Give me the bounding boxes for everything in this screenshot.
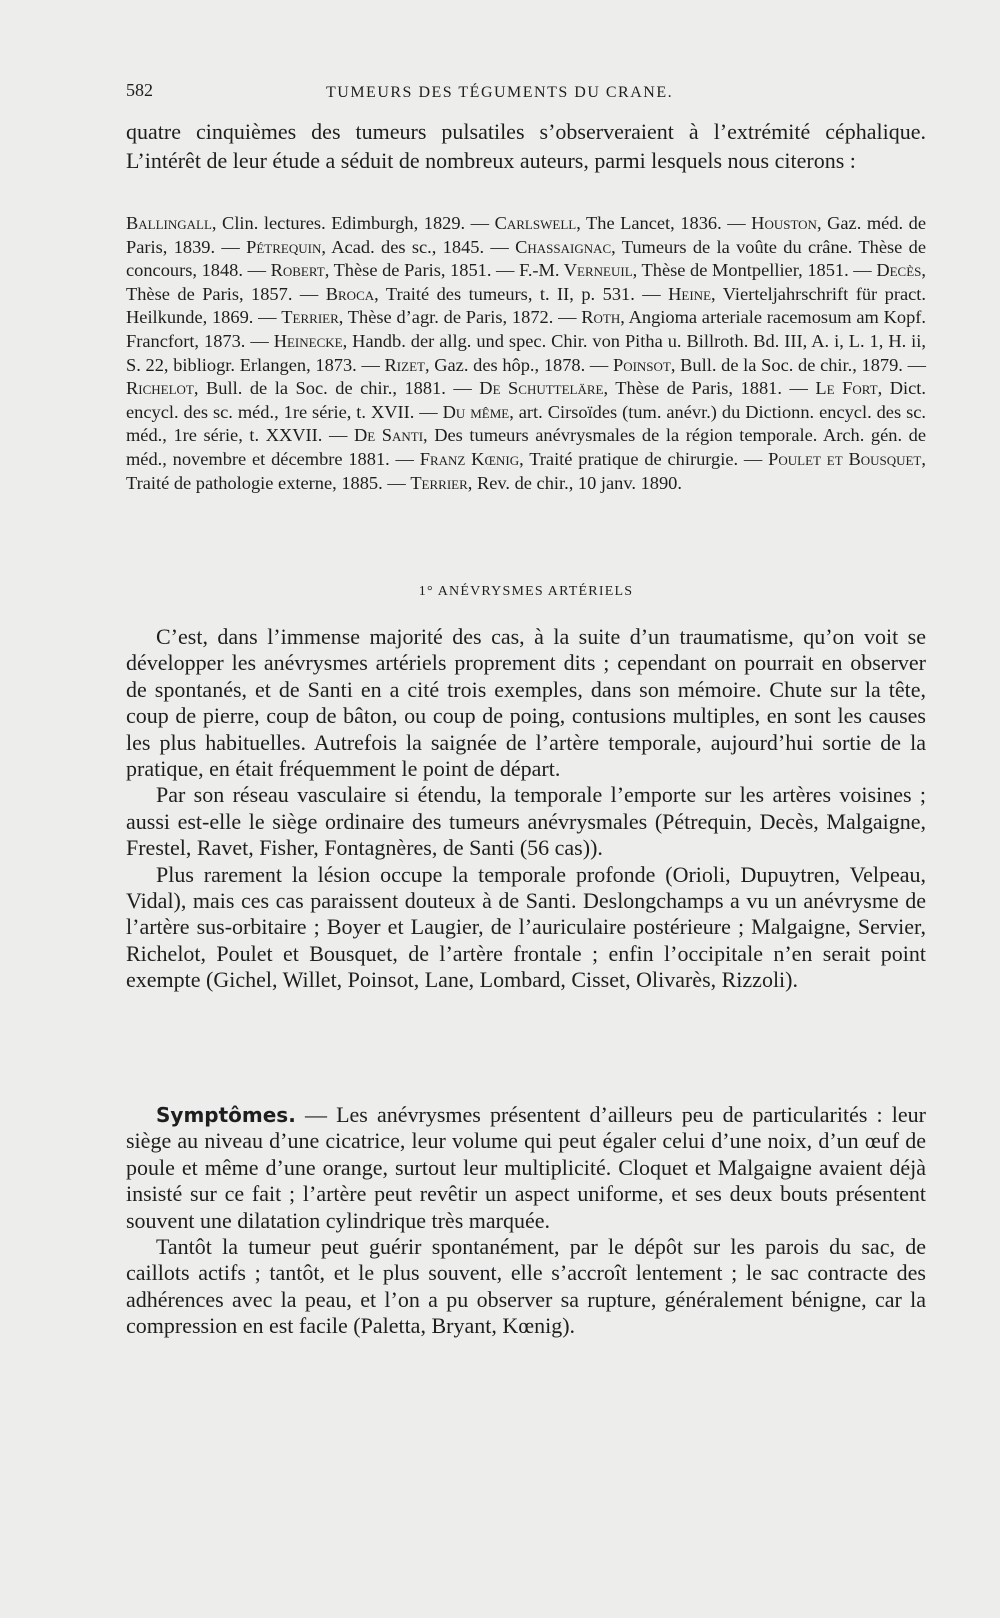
bib-reference: , Thèse de Paris, 1851. —: [324, 260, 520, 281]
page-header: [126, 80, 926, 108]
bib-author: Rizet: [384, 354, 425, 375]
symptoms-paragraph: [126, 1102, 926, 1234]
bib-author: Du même: [442, 401, 510, 422]
bib-reference: , Traité des tumeurs, t. II, p. 531. —: [374, 283, 669, 304]
symptoms-section: [126, 1102, 926, 1340]
page-number: 582: [126, 80, 153, 100]
section-title: 1° ANÉVRYSMES ARTÉRIELS: [418, 584, 634, 599]
bib-reference: , Thèse de Paris, 1857. —: [126, 260, 926, 304]
bib-reference: , Tumeurs de la voûte du crâne. Thèse de concours, 1848. —: [126, 236, 926, 281]
bib-author: Franz Kœnig: [419, 448, 520, 469]
bib-reference: , Des tumeurs anévrysmales de la région temporale. Arch. gén. de méd., novembre et décembre 1881. —: [126, 425, 927, 469]
running-title: TUMEURS DES TÉGUMENTS DU CRANE.: [326, 84, 674, 101]
bib-author: Houston: [751, 213, 817, 233]
bib-author: Heinecke: [273, 330, 343, 351]
bib-reference: , Dict. encycl. des sc. méd., 1re série, t. XVII. —: [126, 378, 926, 422]
bib-author: Terrier: [281, 307, 339, 328]
bib-reference: , Handb. der allg. und spec. Chir. von Pitha u. Billroth. Bd. III, A. i, L. 1, H. ii, S. 22, bibliogr. Erlangen, 1873. —: [126, 330, 926, 375]
bib-author: Ballingall: [126, 213, 212, 233]
bib-author: F.-M. Verneuil: [519, 260, 633, 281]
bib-author: Carlswell: [494, 213, 577, 233]
bib-author: Robert: [270, 260, 325, 281]
bib-author: Heine: [668, 283, 712, 304]
paragraph: Par son réseau vasculaire si étendu, la temporale l’emporte sur les artères voisines ; aussi est-elle le siège ordinaire des tumeurs anévrysmales (Pétrequin, Decès, Malgaigne, Frestel, Ravet, Fisher, Fontagnères, de Santi (56 cas)).: [126, 782, 926, 861]
bib-reference: , Thèse de Paris, 1881. —: [603, 378, 816, 399]
bib-reference: , Traité de pathologie externe, 1885. —: [126, 448, 926, 493]
bib-reference: , Angioma arteriale racemosum am Kopf. Francfort, 1873. —: [126, 307, 926, 351]
bib-author: Le Fort: [815, 378, 878, 399]
bib-author: Pétrequin: [246, 236, 322, 257]
bib-author: Terrier: [410, 472, 468, 493]
bib-reference: , art. Cirsoïdes (tum. anévr.) du Dictionn. encycl. des sc. méd., 1re série, t. XXVII. —: [126, 401, 926, 446]
paragraph: Plus rarement la lésion occupe la temporale profonde (Orioli, Dupuytren, Velpeau, Vidal), mais ces cas paraissent douteux à de Santi. Deslongchamps a vu un anévrysme de l’artère sus-orbitaire ; Boyer et Laugier, de l’auriculaire postérieure ; Malgaigne, Servier, Richelot, Poulet et Bousquet, de l’artère frontale ; enfin l’occipitale n’en serait point exempte (Gichel, Willet, Poinsot, Lane, Lombard, Cisset, Olivarès, Rizzoli).: [126, 861, 926, 993]
bib-reference: , The Lancet, 1836. —: [576, 213, 752, 233]
bibliography: [126, 212, 926, 495]
bib-reference: , Gaz. méd. de Paris, 1839. —: [126, 213, 926, 257]
bib-author: De Schutteläre: [479, 378, 604, 399]
bib-reference: , Gaz. des hôp., 1878. —: [424, 354, 613, 375]
bib-reference: , Thèse de Montpellier, 1851. —: [632, 260, 877, 281]
bib-reference: , Acad. des sc., 1845. —: [321, 236, 516, 257]
main-text: [126, 624, 926, 994]
bib-reference: , Thèse d’agr. de Paris, 1872. —: [338, 307, 582, 328]
bib-author: Poulet et Bousquet: [768, 448, 922, 469]
bib-reference: , Clin. lectures. Edimburgh, 1829. —: [211, 213, 495, 233]
bib-author: Decès: [876, 260, 922, 281]
bib-author: Roth: [581, 307, 621, 328]
paragraph: Tantôt la tumeur peut guérir spontanément, par le dépôt sur les parois du sac, de caillots actifs ; tantôt, et le plus souvent, elle s’accroît lentement ; le sac contracte des adhérences avec la peau, et l’on a pu observer sa rupture, généralement bénigne, car la compression en est facile (Paletta, Bryant, Kœnig).: [126, 1234, 926, 1339]
bib-reference: , Rev. de chir., 10 janv. 1890.: [467, 472, 682, 493]
symptoms-heading: Symptômes.: [156, 1103, 296, 1127]
bib-author: De Santi: [353, 425, 424, 446]
bib-reference: , Traité pratique de chirurgie. —: [519, 448, 769, 469]
intro-paragraph: [126, 118, 926, 175]
bib-author: Chassaignac: [515, 236, 612, 257]
intro-text: quatre cinquièmes des tumeurs pulsatiles s’observeraient à l’extrémité céphalique. L’intérêt de leur étude a séduit de nombreux auteurs, parmi lesquels nous citerons :: [126, 119, 926, 173]
bib-reference: , Vierteljahrschrift für pract. Heilkunde, 1869. —: [126, 283, 926, 328]
bib-author: Broca: [325, 283, 375, 304]
bib-author: Poinsot: [612, 354, 671, 375]
bib-author: Richelot: [126, 378, 194, 399]
bib-reference: , Bull. de la Soc. de chir., 1879. —: [670, 354, 926, 375]
bib-reference: , Bull. de la Soc. de chir., 1881. —: [193, 378, 480, 399]
bibliography-text: [126, 212, 926, 495]
symptoms-text: — Les anévrysmes présentent d’ailleurs peu de particularités : leur siège au niveau d’une cicatrice, leur volume qui peut égaler celui d’une noix, d’un œuf de poule et même d’une orange, surtout leur multiplicité. Cloquet et Malgaigne avaient déjà insisté sur ce fait ; l’artère peut revêtir un aspect uniforme, et ses deux bouts présentent souvent une dilatation cylindrique très marquée.: [126, 1102, 926, 1233]
paragraph: C’est, dans l’immense majorité des cas, à la suite d’un traumatisme, qu’on voit se développer les anévrysmes artériels proprement dits ; cependant on pourrait en observer de spontanés, et de Santi en a cité trois exemples, dans son mémoire. Chute sur la tête, coup de pierre, coup de bâton, ou coup de poing, contusions multiples, en sont les causes les plus habituelles. Autrefois la saignée de l’artère temporale, aujourd’hui sortie de la pratique, en était fréquemment le point de départ.: [126, 624, 926, 782]
